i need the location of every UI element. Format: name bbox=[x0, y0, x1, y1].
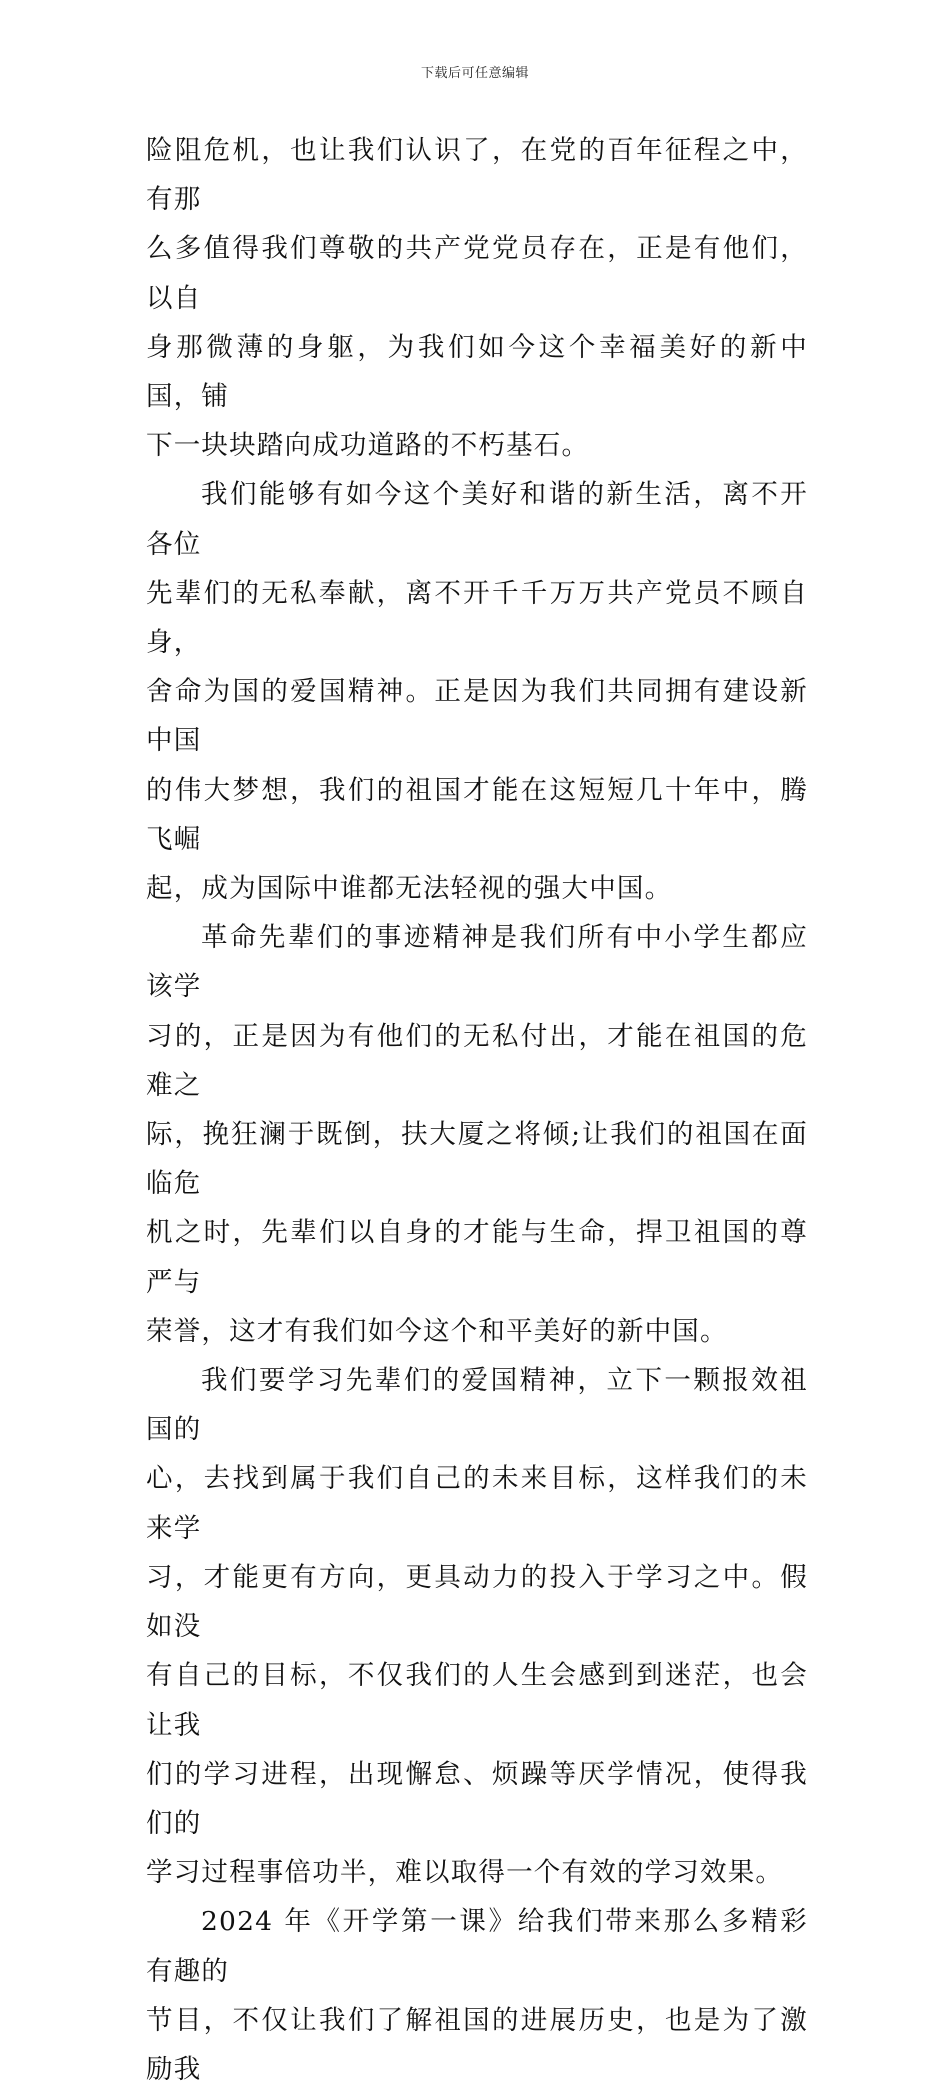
text-line: 下一块块踏向成功道路的不朽基石。 bbox=[146, 430, 590, 462]
document-body bbox=[146, 126, 808, 2094]
text-line: 起，成为国际中谁都无法轻视的强大中国。 bbox=[146, 873, 673, 905]
text-line: 们的学习进程，出现懈怠、烦躁等厌学情况，使得我们的 bbox=[146, 1758, 808, 1839]
paragraph-5 bbox=[146, 1897, 808, 2094]
paragraph-2 bbox=[146, 470, 808, 913]
text-line: 习的，正是因为有他们的无私付出，才能在祖国的危难之 bbox=[146, 1020, 808, 1101]
paragraph-1 bbox=[146, 126, 808, 470]
text-line: 身那微薄的身躯，为我们如今这个幸福美好的新中国，铺 bbox=[146, 331, 808, 413]
page-header-note: 下载后可任意编辑 bbox=[420, 66, 529, 81]
text-line: 么多值得我们尊敬的共产党党员存在，正是有他们，以自 bbox=[146, 233, 808, 314]
paragraph-4 bbox=[146, 1356, 808, 1897]
text-line: 际，挽狂澜于既倒，扶大厦之将倾;让我们的祖国在面临危 bbox=[146, 1119, 808, 1200]
text-line: 险阻危机，也让我们认识了，在党的百年征程之中，有那 bbox=[146, 135, 808, 216]
text-line: 机之时，先辈们以自身的才能与生命，捍卫祖国的尊严与 bbox=[146, 1217, 808, 1298]
text-line: 学习过程事倍功半，难以取得一个有效的学习效果。 bbox=[146, 1857, 784, 1889]
text-line: 我们能够有如今这个美好和谐的新生活，离不开各位 bbox=[146, 479, 808, 560]
text-line: 荣誉，这才有我们如今这个和平美好的新中国。 bbox=[146, 1315, 728, 1347]
text-line: 节目，不仅让我们了解祖国的进展历史，也是为了激励我 bbox=[146, 2004, 808, 2085]
text-line: 的伟大梦想，我们的祖国才能在这短短几十年中，腾飞崛 bbox=[146, 774, 808, 855]
text-line: 我们要学习先辈们的爱国精神，立下一颗报效祖国的 bbox=[146, 1365, 808, 1446]
text-line: 习，才能更有方向，更具动力的投入于学习之中。假如没 bbox=[146, 1561, 808, 1643]
text-line: 2024 年《开学第一课》给我们带来那么多精彩有趣的 bbox=[146, 1906, 808, 1987]
text-line: 革命先辈们的事迹精神是我们所有中小学生都应该学 bbox=[146, 922, 808, 1003]
paragraph-3 bbox=[146, 913, 808, 1356]
text-line: 先辈们的无私奉献，离不开千千万万共产党员不顾自身， bbox=[146, 577, 808, 659]
text-line: 心，去找到属于我们自己的未来目标，这样我们的未来学 bbox=[146, 1463, 808, 1544]
text-line: 舍命为国的爱国精神。正是因为我们共同拥有建设新中国 bbox=[146, 676, 808, 757]
text-line: 有自己的目标，不仅我们的人生会感到到迷茫，也会让我 bbox=[146, 1660, 808, 1741]
